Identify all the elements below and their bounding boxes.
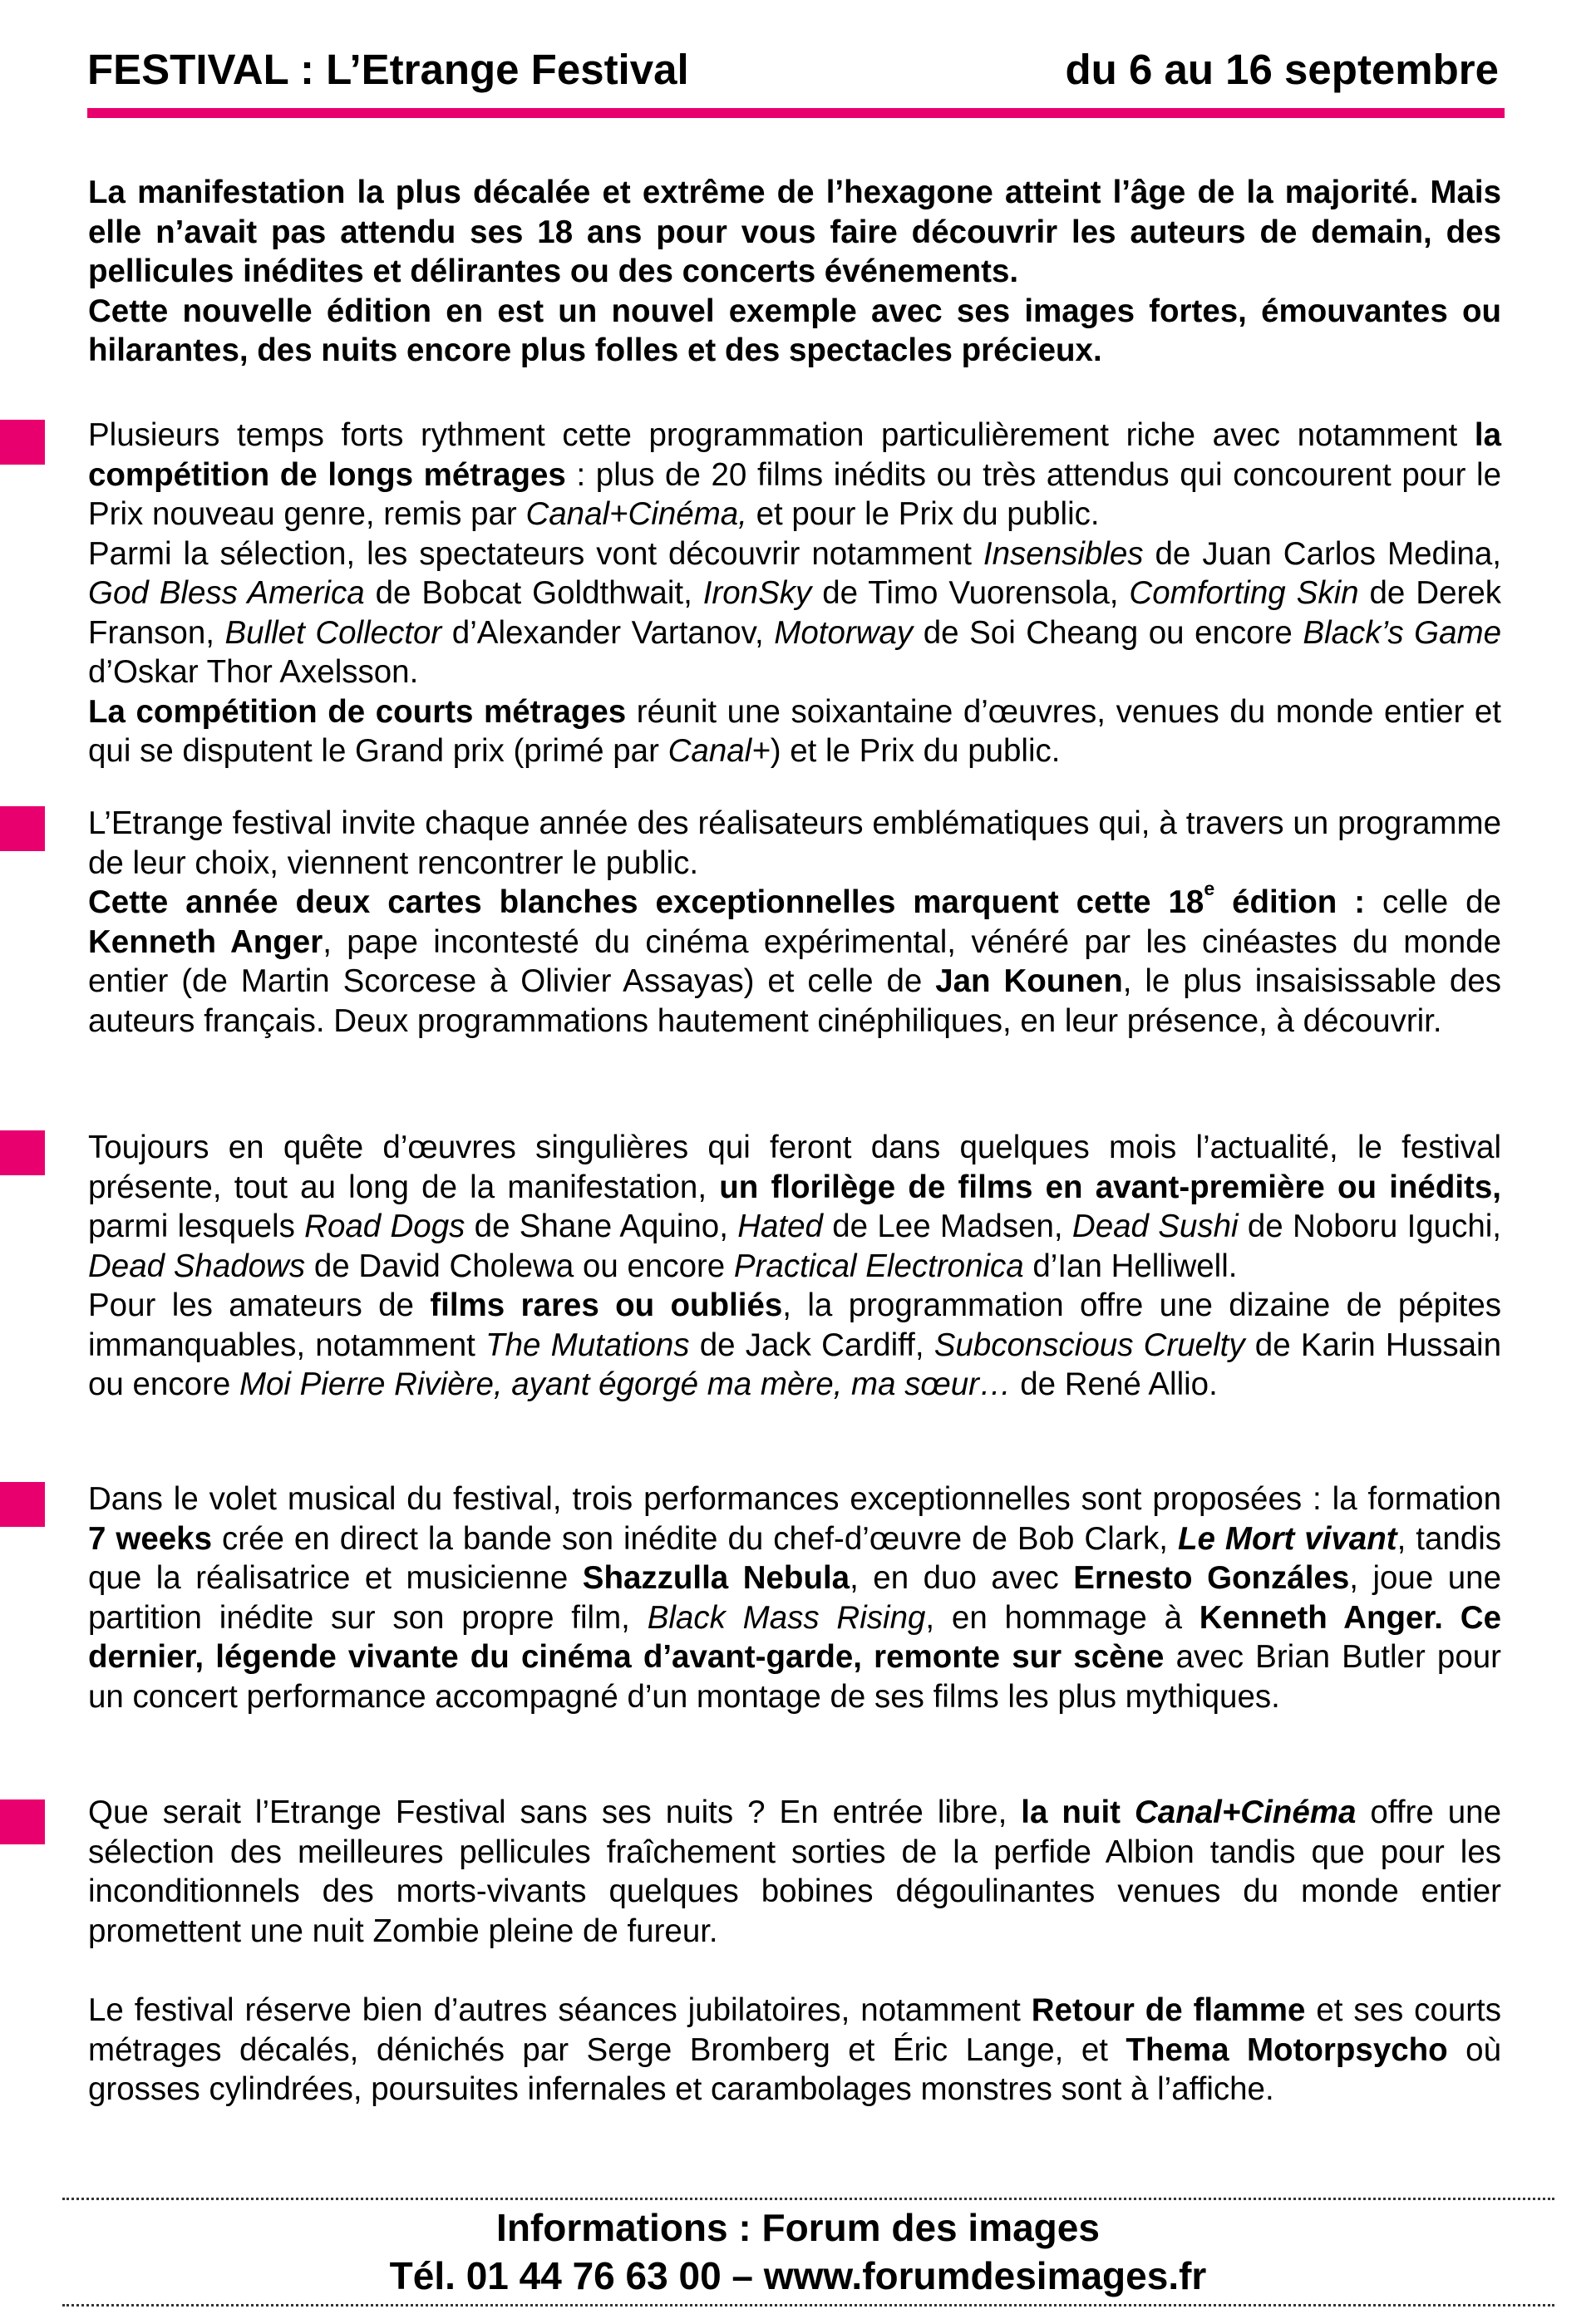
paragraph: Dans le volet musical du festival, trois performances exceptionnelles sont proposées : la formation 7 weeks crée en direct la bande son inédite du chef-d’œuvre de Bob Clark, Le Mort vivant, tandis que la réalisatrice et musicienne Shazzulla Nebula, en duo avec Ernesto Gonzáles, joue une partition inédite sur son propre film, Black Mass Rising, en hommage à Kenneth Anger. Ce dernier, légende vivante du cinéma d’avant-garde, remonte sur scène avec Brian Butler pour un concert performance accompagné d’un montage de ses films les plus mythiques. [88,1481,1502,1715]
footer-divider [62,2304,1554,2307]
paragraph: Que serait l’Etrange Festival sans ses nuits ? En entrée libre, la nuit Canal+Cinéma offre une sélection des meilleures pellicules fraîchement sorties de la perfide Albion tandis que pour les inconditionnels des morts-vivants quelques bobines dégoulinantes venues du monde entier promettent une nuit Zombie pleine de fureur. [88,1795,1501,1949]
paragraph: La compétition de courts métrages réunit une soixantaine d’œuvres, venues du monde entier et qui se disputent le Grand prix (primé par Canal+) et le Prix du public. [88,693,1501,769]
header-rule [87,108,1505,118]
paragraph: L’Etrange festival invite chaque année des réalisateurs emblématiques qui, à travers un programme de leur choix, viennent rencontrer le public. [88,805,1501,881]
paragraph: Toujours en quête d’œuvres singulières qui feront dans quelques mois l’actualité, le festival présente, tout au long de la manifestation, un florilège de films en avant-première ou inédits, parmi lesquels Road Dogs de Shane Aquino, Hated de Lee Madsen, Dead Sushi de Noboru Iguchi, Dead Shadows de David Cholewa ou encore Practical Electronica d’Ian Helliwell. [88,1130,1502,1284]
page-header [87,42,1499,105]
section-musique [88,1479,1501,1716]
footer-line-1: Informations : Forum des images [496,2206,1100,2249]
footer-line-2: Tél. 01 44 76 63 00 – www.forumdesimages.fr [389,2254,1207,2297]
paragraph: Parmi la sélection, les spectateurs vont découvrir notamment Insensibles de Juan Carlos Medina, God Bless America de Bobcat Goldthwait, IronSky de Timo Vuorensola, Comforting Skin de Derek Franson, Bullet Collector d’Alexander Vartanov, Motorway de Soi Cheang ou encore Black’s Game d’Oskar Thor Axelsson. [88,535,1502,690]
footer-info [0,2203,1596,2300]
page-title: FESTIVAL : L’Etrange Festival [87,46,689,93]
section-nuits [88,1793,1501,1951]
footer-divider [62,2198,1554,2200]
section-cartes-blanches [88,804,1501,1041]
paragraph: Plusieurs temps forts rythment cette programmation particulièrement riche avec notamment la compétition de longs métrages : plus de 20 films inédits ou très attendus qui concourent pour le Prix nouveau genre, remis par Canal+Cinéma, et pour le Prix du public. [88,417,1501,532]
section-competition [88,416,1501,771]
section-autres-seances [88,1991,1501,2110]
section-marker [0,1799,45,1844]
paragraph: Cette année deux cartes blanches exceptionnelles marquent cette 18e édition : celle de Kenneth Anger, pape incontesté du cinéma expérimental, vénéré par les cinéastes du monde entier (de Martin Scorcese à Olivier Assayas) et celle de Jan Kounen, le plus insaisissable des auteurs français. Deux programmations hautement cinéphiliques, en leur présence, à découvrir. [88,878,1501,1039]
section-avant-premieres [88,1128,1501,1405]
intro-paragraph [88,173,1501,371]
festival-dates: du 6 au 16 septembre [1065,46,1499,93]
section-marker [0,1130,45,1175]
intro-text-2: Cette nouvelle édition en est un nouvel exemple avec ses images fortes, émouvantes ou hilarantes, des nuits encore plus folles et des spectacles précieux. [88,293,1501,368]
section-marker [0,1482,45,1527]
intro-text-1: La manifestation la plus décalée et extrême de l’hexagone atteint l’âge de la majorité. Mais elle n’avait pas attendu ses 18 ans pour vous faire découvrir les auteurs de demain, des pellicules inédites et délirantes ou des concerts événements. [88,175,1501,289]
section-marker [0,420,45,465]
paragraph: Le festival réserve bien d’autres séances jubilatoires, notamment Retour de flamme et ses courts métrages décalés, dénichés par Serge Bromberg et Éric Lange, et Thema Motorpsycho où grosses cylindrées, poursuites infernales et carambolages monstres sont à l’affiche. [88,1992,1501,2107]
section-marker [0,806,45,851]
paragraph: Pour les amateurs de films rares ou oubliés, la programmation offre une dizaine de pépites immanquables, notamment The Mutations de Jack Cardiff, Subconscious Cruelty de Karin Hussain ou encore Moi Pierre Rivière, ayant égorgé ma mère, ma sœur… de René Allio. [88,1287,1501,1402]
